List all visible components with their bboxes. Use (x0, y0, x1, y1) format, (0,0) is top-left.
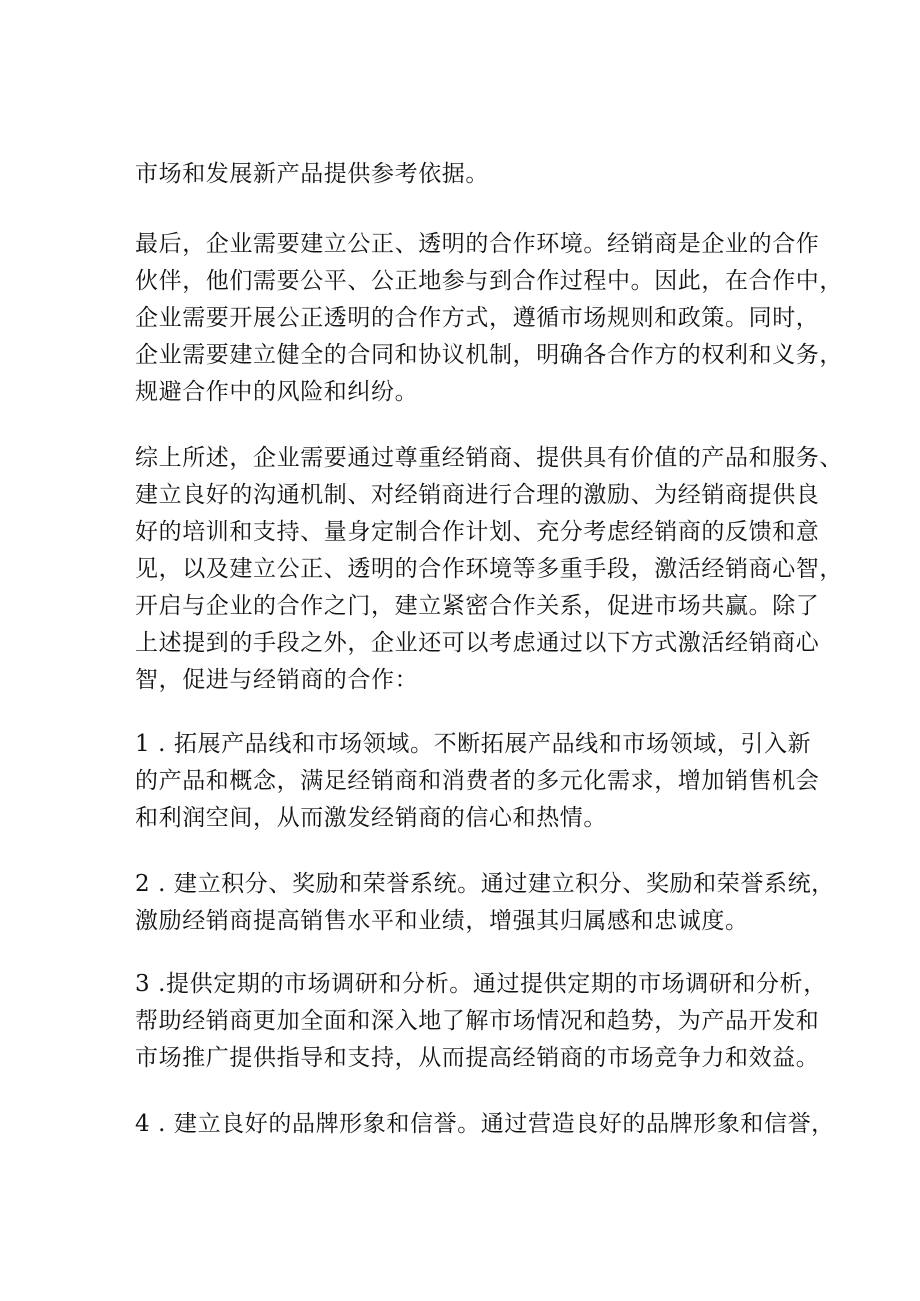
text-line: 建立良好的沟通机制、对经销商进行合理的激励、为经销商提供良 (135, 482, 820, 508)
text-line: 和利润空间，从而激发经销商的信心和热情。 (135, 805, 607, 831)
text-line: 最后，企业需要建立公正、透明的合作环境。经销商是企业的合作 (135, 231, 820, 257)
text-line: 上述提到的手段之外，企业还可以考虑通过以下方式激活经销商心 (135, 630, 820, 656)
text-line: 企业需要开展公正透明的合作方式，遵循市场规则和政策。同时， (135, 305, 820, 331)
text-line: 好的培训和支持、量身定制合作计划、充分考虑经销商的反馈和意 (135, 519, 820, 545)
text-line: 见，以及建立公正、透明的合作环境等多重手段，激活经销商心智， (135, 556, 843, 582)
text-line: 市场和发展新产品提供参考依据。 (135, 161, 489, 187)
text-line: 2 . 建立积分、奖励和荣誉系统。通过建立积分、奖励和荣誉系统， (135, 871, 835, 897)
text-line: 3 .提供定期的市场调研和分析。通过提供定期的市场调研和分析， (135, 971, 827, 997)
text-line: 企业需要建立健全的合同和协议机制，明确各合作方的权利和义务， (135, 342, 843, 368)
text-line: 4 . 建立良好的品牌形象和信誉。通过营造良好的品牌形象和信誉， (135, 1111, 835, 1137)
text-line: 规避合作中的风险和纠纷。 (135, 379, 419, 405)
text-line: 1 . 拓展产品线和市场领域。不断拓展产品线和市场领域，引入新 (135, 731, 812, 757)
text-line: 的产品和概念，满足经销商和消费者的多元化需求，增加销售机会 (135, 768, 820, 794)
text-line: 开启与企业的合作之门，建立紧密合作关系，促进市场共赢。除了 (135, 593, 820, 619)
text-line: 帮助经销商更加全面和深入地了解市场情况和趋势，为产品开发和 (135, 1008, 820, 1034)
text-line: 智，促进与经销商的合作： (135, 667, 419, 693)
text-line: 市场推广提供指导和支持，从而提高经销商的市场竞争力和效益。 (135, 1045, 820, 1071)
text-line: 综上所述，企业需要通过尊重经销商、提供具有价值的产品和服务、 (135, 445, 843, 471)
text-line: 激励经销商提高销售水平和业绩，增强其归属感和忠诚度。 (135, 908, 749, 934)
text-line: 伙伴，他们需要公平、公正地参与到合作过程中。因此，在合作中， (135, 268, 843, 294)
